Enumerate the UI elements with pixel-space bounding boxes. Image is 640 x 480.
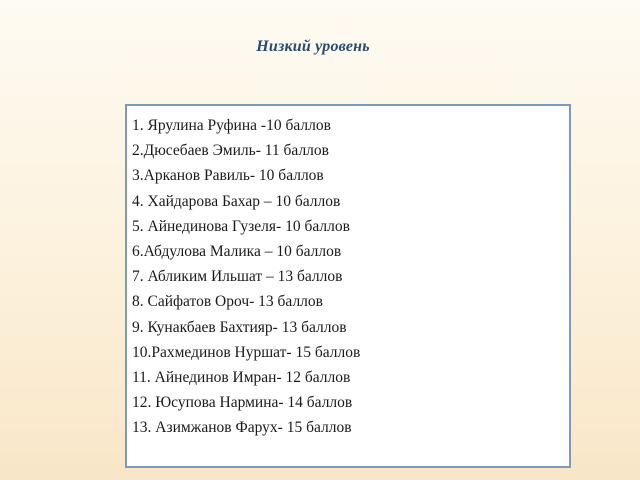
list-item: 1. Ярулина Руфина -10 баллов — [132, 117, 331, 134]
list-item: 9. Кунакбаев Бахтияр- 13 баллов — [132, 318, 347, 336]
list-item: 10.Рахмединов Нуршат- 15 баллов — [132, 343, 361, 361]
list-item: 11. Айнединов Имран- 12 баллов — [132, 369, 351, 387]
list-item: 8. Сайфатов Ороч- 13 баллов — [132, 293, 323, 311]
student-list-box — [125, 104, 571, 468]
list-item: 4. Хайдарова Бахар – 10 баллов — [132, 192, 341, 210]
student-list — [132, 113, 569, 441]
list-item: 2.Дюсебаев Эмиль- 11 баллов — [132, 142, 329, 160]
list-item: 7. Абликим Ильшат – 13 баллов — [132, 268, 343, 286]
list-item: 3.Арканов Равиль- 10 баллов — [132, 167, 324, 185]
list-item: 6.Абдулова Малика – 10 баллов — [132, 243, 342, 261]
list-item: 5. Айнединова Гузеля- 10 баллов — [132, 217, 350, 235]
list-item: 12. Юсупова Нармина- 14 баллов — [132, 394, 353, 412]
list-item: 13. Азимжанов Фарух- 15 баллов — [132, 419, 352, 437]
slide-title: Низкий уровень — [256, 38, 370, 55]
